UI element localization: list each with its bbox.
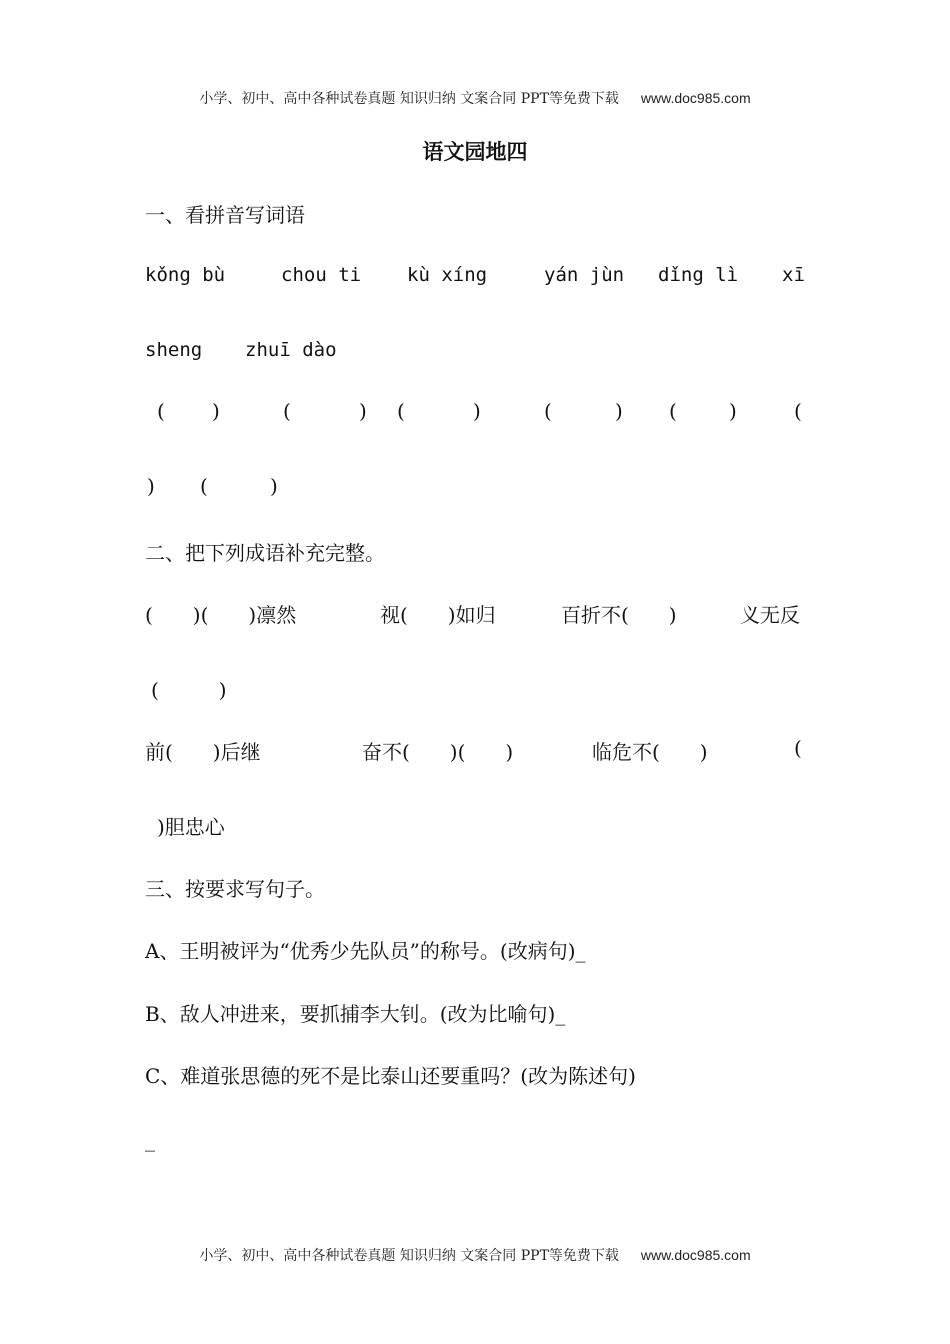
sentence-task-b: B、敌人冲进来，要抓捕李大钊。(改为比喻句)_ [145, 1002, 566, 1026]
page-header [0, 88, 950, 108]
blank-paren: ) [359, 399, 367, 423]
idiom-item: 视( )如归 [380, 603, 496, 627]
section1-heading: 一、看拼音写词语 [145, 203, 305, 227]
pinyin-zhuidao: zhuī dào [245, 339, 337, 361]
sentence-task-c: C、难道张思德的死不是比泰山还要重吗？(改为陈述句) [145, 1064, 636, 1088]
blank-paren: ( [200, 474, 208, 498]
idiom-item: 义无反 [740, 603, 800, 627]
blank-paren: ) [212, 399, 220, 423]
sentence-task-a: A、王明被评为“优秀少先队员”的称号。(改病句)_ [145, 939, 586, 963]
blank-paren: ) [473, 399, 481, 423]
blank-paren: ( [283, 399, 291, 423]
pinyin-yanjun: yán jùn [544, 264, 625, 286]
blank-paren: ( [669, 399, 677, 423]
idiom-item: ( [794, 736, 802, 760]
section3-heading: 三、按要求写句子。 [145, 877, 325, 901]
blank-paren: ( [157, 399, 165, 423]
footer-text: 小学、初中、高中各种试卷真题 知识归纳 文案合同 PPT等免费下载 [199, 1248, 619, 1264]
footer-site: www.doc985.com [640, 1247, 751, 1263]
section2-heading: 二、把下列成语补充完整。 [145, 541, 385, 565]
idiom-item: ( )( )凛然 [145, 603, 297, 627]
sentence-task-c-answer: _ [145, 1128, 155, 1152]
pinyin-xi: xī [782, 264, 805, 286]
blank-paren: ( [794, 399, 802, 423]
page-footer [0, 1245, 950, 1265]
blank-paren: ) [270, 474, 278, 498]
pinyin-kongbu: kǒng bù [145, 264, 226, 286]
idiom-item: 临危不( ) [592, 740, 708, 764]
pinyin-dingli: dǐng lì [658, 264, 739, 286]
idiom-item-continued: )胆忠心 [157, 815, 225, 839]
header-site: www.doc985.com [640, 90, 751, 106]
pinyin-chouti: chou ti [281, 264, 362, 286]
blank-paren: ( [544, 399, 552, 423]
header-text: 小学、初中、高中各种试卷真题 知识归纳 文案合同 PPT等免费下载 [199, 91, 619, 107]
idiom-item: 百折不( ) [561, 603, 677, 627]
blank-paren: ( [397, 399, 405, 423]
pinyin-kuxing: kù xíng [407, 264, 488, 286]
pinyin-sheng: sheng [145, 339, 203, 361]
blank-paren: ) [147, 474, 155, 498]
idiom-item: 奋不( )( ) [362, 740, 514, 764]
idiom-item: 前( )后继 [145, 740, 261, 764]
page-title: 语文园地四 [422, 139, 528, 164]
idiom-item-continued: ( ) [151, 678, 227, 702]
blank-paren: ) [615, 399, 623, 423]
blank-paren: ) [729, 399, 737, 423]
